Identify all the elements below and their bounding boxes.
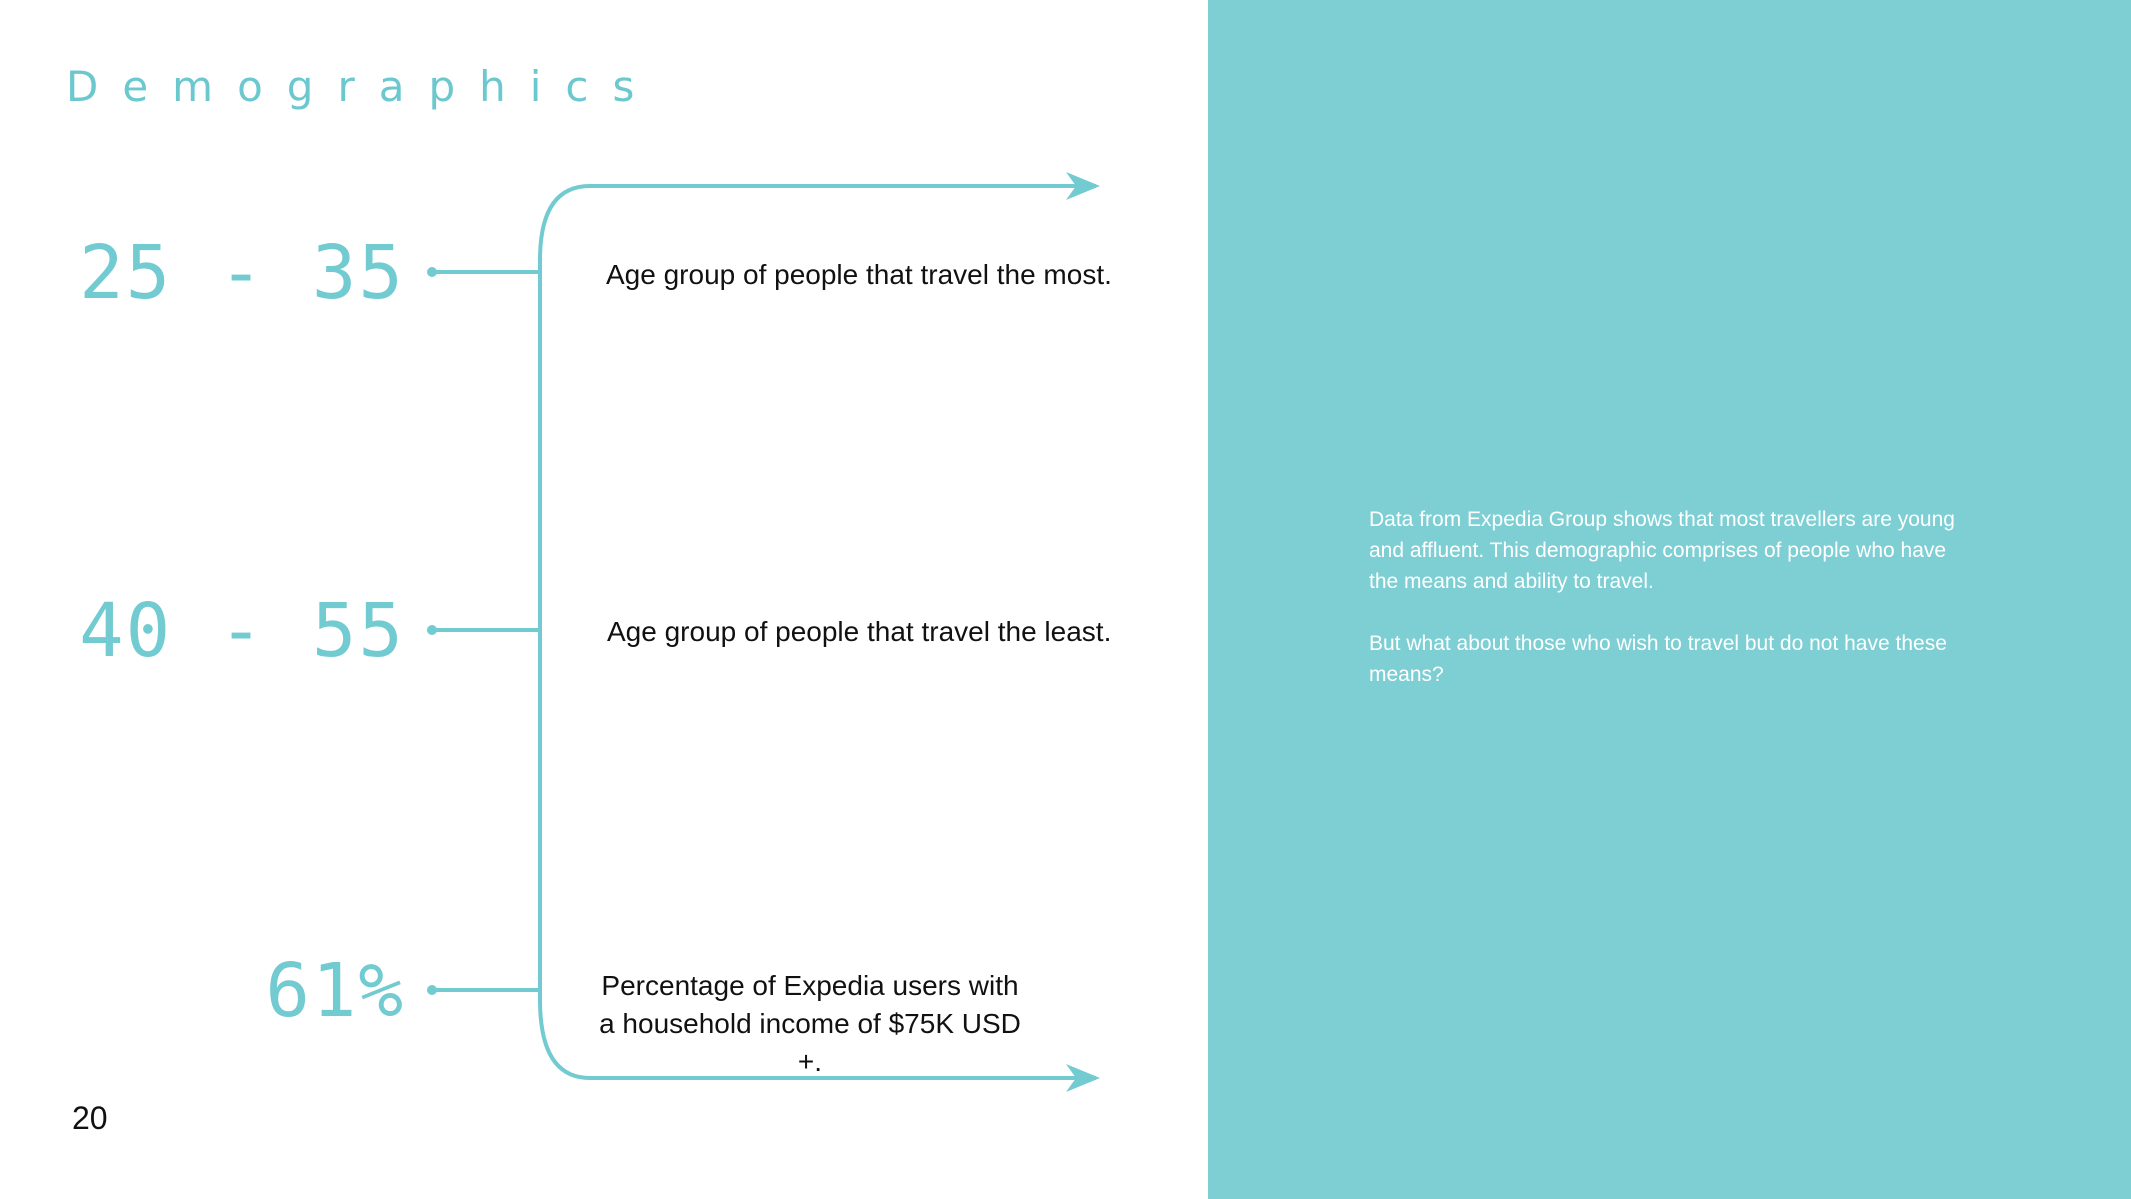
stat-value-age-least: 40 - 55 [79,588,405,674]
connector-dot-2 [427,625,437,635]
connector-dot-3 [427,985,437,995]
stat-description-age-least: Age group of people that travel the least. [607,616,1112,647]
page-number: 20 [72,1100,108,1136]
stat-description-age-most: Age group of people that travel the most. [606,259,1112,290]
stat-value-income-percent: 61% [265,948,405,1034]
stat-value-age-most: 25 - 35 [79,230,405,316]
page-title: Demographics [66,62,659,111]
panel-body-text [1369,504,1969,721]
stat-description-income: Percentage of Expedia users with a household income of $75K USD +. [599,970,1021,1077]
connector-dot-1 [427,267,437,277]
panel-paragraph-2: But what about those who wish to travel but do not have these means? [1369,632,1947,686]
panel-paragraph-1: Data from Expedia Group shows that most travellers are young and affluent. This demographic comprises of people who have the means and ability to travel. [1369,508,1955,593]
